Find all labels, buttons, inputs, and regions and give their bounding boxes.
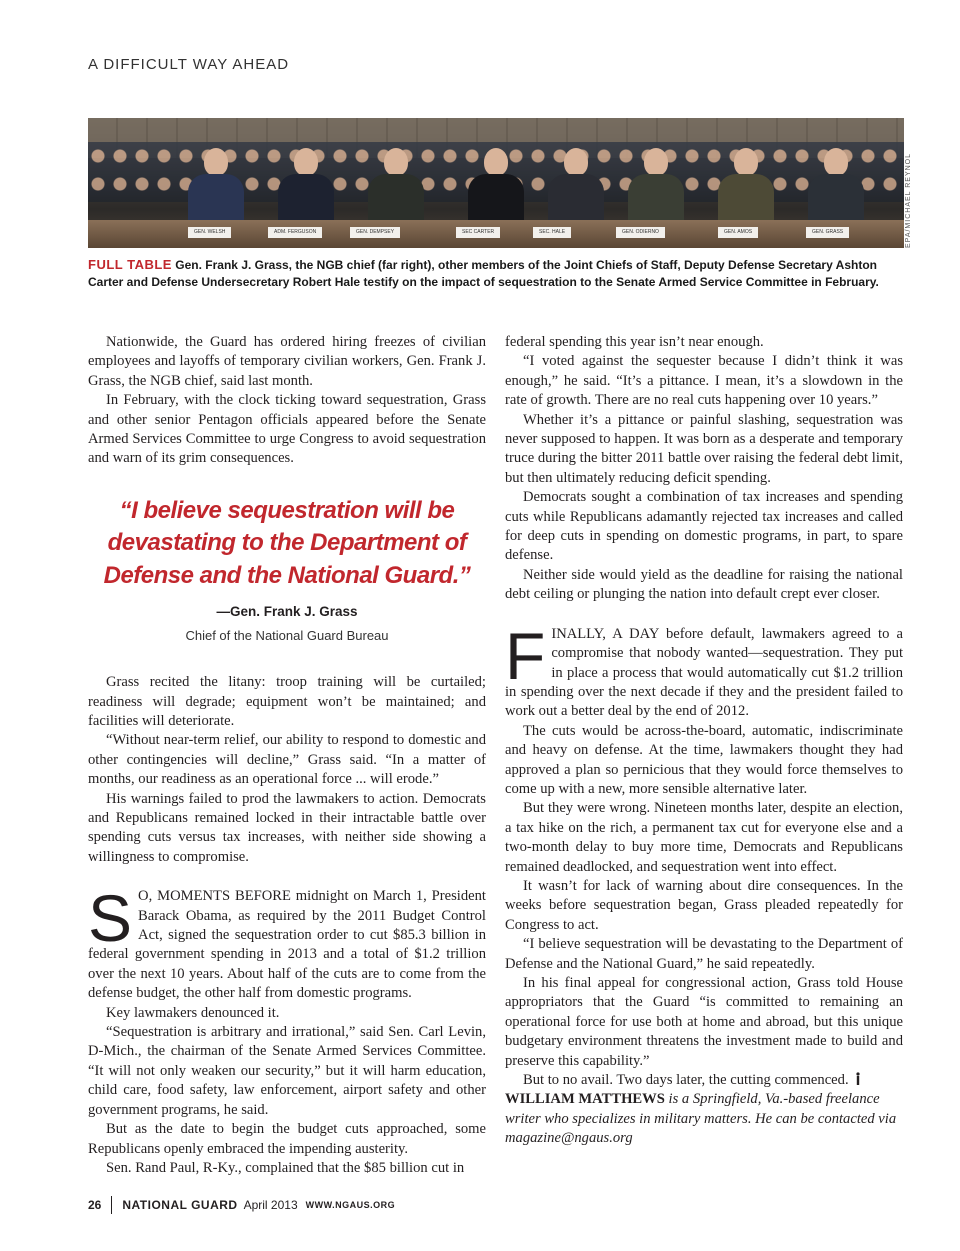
hearing-photo: [88, 118, 904, 248]
paragraph: His warnings failed to prod the lawmakers to action. Democrats and Republicans remained locked in their intractable battle over spending cuts versus tax increases, with neither side showing a willingness to compromise.: [88, 790, 486, 865]
left-column: [88, 333, 486, 1178]
page-number: 26: [88, 1198, 102, 1212]
drop-cap: S: [88, 881, 133, 956]
paragraph: But they were wrong. Nineteen months later, despite an election, a tax hike on the rich, a permanent tax cut for everyone else and a two-month delay to buy more time, Democrats and Republicans remained deadlocked, and sequestration went into effect.: [505, 800, 903, 875]
paragraph: But as the date to begin the budget cuts approached, some Republicans openly embraced the impending austerity.: [88, 1121, 486, 1157]
paragraph: Grass recited the litany: troop training will be curtailed; readiness will degrade; equipment won’t be maintained; and facilities will deteriorate.: [88, 674, 486, 729]
paragraph-text: before default, lawmakers agreed to a compromise that nobody wanted—sequestration. They put in place a process that would automatically cut $1.2 trillion in spending over the next decade if they and the president failed to work out a better deal by the end of 2012.: [505, 625, 903, 720]
issue-date: April 2013: [243, 1198, 298, 1212]
right-column: [505, 333, 903, 1149]
end-mark-icon: [855, 1072, 861, 1086]
paragraph-text: midnight on March 1, President Barack Obama, as required by the 2011 Budget Control Act, signed the sequestration order to cut $85.3 billion in federal government spending in 2013 and a total of $1.2 trillion over the next 10 years. About half of the cuts are to come from the defense budget, the other half from domestic programs.: [88, 888, 486, 1002]
paragraph: Whether it’s a pittance or painful slashing, sequestration was never supposed to happen. It was born as a desperate and temporary truce during the bitter 2011 battle over raising the federal debt limit, but then ultimately reducing deficit spending.: [505, 411, 903, 486]
paragraph: In February, with the clock ticking toward sequestration, Grass and other senior Pentagon officials appeared before the Senate Armed Services Committee to urge Congress to avoid sequestration and warn of its grim consequences.: [88, 392, 486, 467]
pull-quote-role: Chief of the National Guard Bureau: [185, 627, 389, 643]
nameplate: SEC. HALE: [533, 227, 571, 238]
photo-credit: EPA/MICHAEL REYNOL: [905, 152, 912, 248]
paragraph: Key lawmakers denounced it.: [106, 1004, 280, 1021]
nameplate: ADM. FERGUSON: [268, 227, 322, 238]
nameplate: SEC CARTER: [456, 227, 500, 238]
author-bio: [505, 1090, 903, 1148]
author-bio-text: is a Springfield, Va.-based freelance writer who specializes in military matters. He can be contacted via magazine@ngaus.org: [505, 1091, 897, 1147]
photo-person: [368, 148, 424, 228]
section-opening-paragraph: [505, 618, 903, 722]
page-footer: [88, 1196, 395, 1214]
footer-divider: [111, 1196, 112, 1214]
pull-quote-attribution: —Gen. Frank J. Grass: [216, 604, 358, 620]
photo-person: [718, 148, 774, 228]
paragraph: “I voted against the sequester because I didn’t think it was enough,” he said. “It’s a pittance. I mean, it’s a slowdown in the rate of growth. There are no real cuts happening over 10 years.”: [505, 353, 903, 409]
photo-caption: [88, 256, 904, 291]
photo-person: [188, 148, 244, 228]
photo-person: [278, 148, 334, 228]
pull-quote: [88, 495, 486, 645]
photo-person: [548, 148, 604, 228]
nameplate: GEN. ODIERNO: [616, 227, 665, 238]
paragraph: “I believe sequestration will be devastating to the Department of Defense and the National Guard,” he said repeatedly.: [505, 936, 903, 972]
magazine-name: NATIONAL GUARD: [122, 1198, 238, 1212]
author-name: WILLIAM MATTHEWS: [505, 1091, 665, 1108]
nameplate: GEN. WELSH: [188, 227, 231, 238]
nameplate: GEN. GRASS: [806, 227, 849, 238]
caption-text: Gen. Frank J. Grass, the NGB chief (far right), other members of the Joint Chiefs of Staff, Deputy Defense Secretary Ashton Carter and Defense Undersecretary Robert Hale testify on the impact of sequestration to the Senate Armed Service Committee in February.: [88, 258, 879, 289]
paragraph: The cuts would be across-the-board, automatic, indiscriminate and heavy on defense. At the time, lawmakers thought they had approved a plan so pernicious that they would force themselves to come up with a new, more sensible alternative later.: [505, 722, 903, 797]
photo-person: [808, 148, 864, 228]
paragraph: “Sequestration is arbitrary and irrational,” said Sen. Carl Levin, D-Mich., the chairman of the Senate Armed Services Committee. “It will not only weaken our security,” but it will harm education, child care, food safety, law enforcement, airport safety and other government programs, he said.: [88, 1024, 486, 1118]
paragraph-text: But to no avail. Two days later, the cutting commenced.: [523, 1072, 849, 1089]
paragraph: Sen. Rand Paul, R-Ky., complained that the $85 billion cut in: [106, 1159, 465, 1176]
lead-in: INALLY, A DAY: [551, 625, 659, 642]
paragraph: “Without near-term relief, our ability to respond to domestic and other contingencies will decline,” Grass said. “In a matter of months, our readiness as an operational force ... will erode.”: [88, 732, 486, 788]
paragraph: federal spending this year isn’t near enough.: [505, 334, 764, 350]
nameplate: GEN. AMOS: [718, 227, 758, 238]
paragraph: Neither side would yield as the deadline for raising the national debt ceiling or plunging the nation into default crept ever closer.: [505, 566, 903, 603]
paragraph: In his final appeal for congressional action, Grass told House appropriators that the Guard “is committed to remaining an operational force for use both at home and abroad, but this unique budgetary environment threatens the investment made to build and preserve this capability.”: [505, 975, 903, 1069]
website-url: WWW.NGAUS.ORG: [305, 1200, 396, 1210]
drop-cap: F: [505, 618, 546, 693]
caption-label: FULL TABLE: [88, 257, 172, 272]
section-header: A DIFFICULT WAY AHEAD: [88, 56, 290, 73]
photo-person: [628, 148, 684, 228]
paragraph: It wasn’t for lack of warning about dire consequences. In the weeks before sequestration began, Grass pleaded repeatedly for Congress to act.: [505, 877, 903, 933]
paragraph: Democrats sought a combination of tax increases and spending cuts while Republicans adamantly rejected tax increases and called for deep cuts in spending on domestic programs, in part, to spare defense.: [505, 489, 903, 564]
section-opening-paragraph: [88, 881, 486, 1003]
last-paragraph: [505, 1071, 903, 1090]
paragraph: Nationwide, the Guard has ordered hiring freezes of civilian employees and layoffs of temporary civilian workers, Gen. Frank J. Grass, the NGB chief, said last month.: [88, 334, 486, 389]
photo-person: [468, 148, 524, 228]
nameplate: GEN. DEMPSEY: [350, 227, 400, 238]
lead-in: O, MOMENTS BEFORE: [138, 888, 291, 905]
pull-quote-text: “I believe sequestration will be devastating to the Department of Defense and the National Guard.”: [103, 496, 471, 589]
